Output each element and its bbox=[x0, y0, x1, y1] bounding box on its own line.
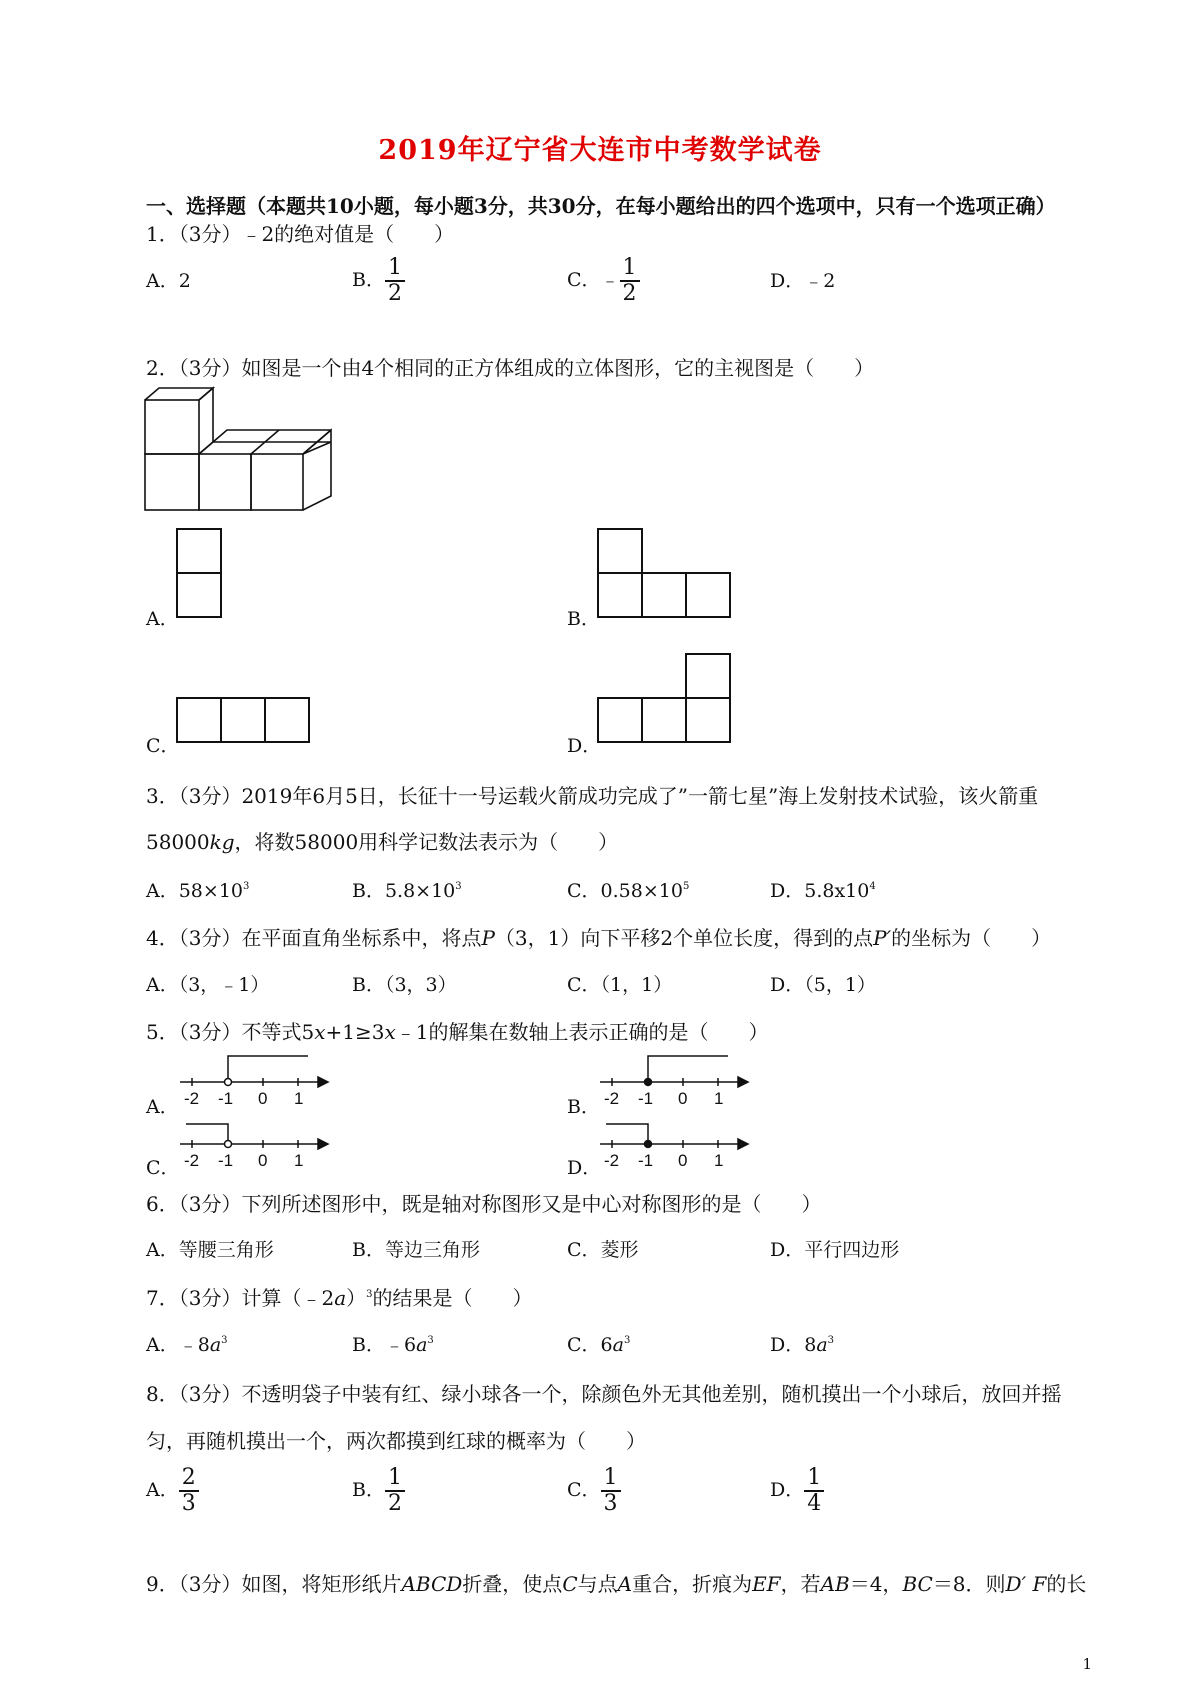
tick-label: -2 bbox=[604, 1151, 620, 1170]
q2-option-b-figure bbox=[597, 528, 737, 620]
question-7-stem: 7．（3分）计算（﹣2a）$^3$的结果是（ ） bbox=[146, 1286, 533, 1310]
tick-label: -1 bbox=[218, 1089, 234, 1108]
question-9-stem: 9．（3分）如图，将矩形纸片ABCD折叠，使点C与点A重合，折痕为EF，若AB＝4，BC＝8．则D′ F的长 bbox=[146, 1572, 1087, 1596]
question-2-stem: 2．（3分）如图是一个由4个相同的正方体组成的立体图形，它的主视图是（ ） bbox=[146, 356, 875, 380]
q5-option-d-label: D． bbox=[567, 1157, 602, 1179]
tick-label: 0 bbox=[258, 1089, 268, 1108]
question-6-stem: 6．（3分）下列所述图形中，既是轴对称图形又是中心对称图形的是（ ） bbox=[146, 1192, 822, 1216]
q2-option-b-label: B． bbox=[567, 608, 600, 630]
question-1-stem: 1．（3分）﹣2的绝对值是（ ） bbox=[146, 222, 455, 246]
q3-option-d: D．$5.8x10^4$ bbox=[770, 880, 876, 902]
q5-option-b-label: B． bbox=[567, 1096, 600, 1118]
q4-option-b: B．（3，3） bbox=[352, 974, 457, 996]
q1-option-c: C．﹣ $\frac{1}{2}$ bbox=[567, 256, 640, 306]
q3-option-b: B．$5.8\times 10^3$ bbox=[352, 880, 462, 902]
page-title: 2019年辽宁省大连市中考数学试卷 bbox=[378, 135, 822, 166]
tick-label: -2 bbox=[184, 1151, 200, 1170]
q1-option-a: A．2 bbox=[146, 270, 191, 292]
tick-label: -2 bbox=[604, 1089, 620, 1108]
q6-option-b: B．等边三角形 bbox=[352, 1239, 480, 1261]
tick-label: 0 bbox=[258, 1151, 268, 1170]
q7-option-d: D．$8a^3$ bbox=[770, 1334, 835, 1356]
q2-option-c-label: C． bbox=[146, 735, 180, 757]
tick-label: -1 bbox=[218, 1151, 234, 1170]
q8-option-d: D． $\frac{1}{4}$ bbox=[770, 1466, 824, 1516]
q5-option-b-numberline bbox=[598, 1054, 758, 1114]
q4-option-d: D．（5，1） bbox=[770, 974, 876, 996]
tick-label: -1 bbox=[638, 1151, 654, 1170]
q7-option-a: A．$﹣8a^3$ bbox=[146, 1334, 228, 1356]
q6-option-d: D．平行四边形 bbox=[770, 1239, 900, 1261]
q6-option-c: C．菱形 bbox=[567, 1239, 639, 1261]
question-8-line1: 8．（3分）不透明袋子中装有红、绿小球各一个，除颜色外无其他差别，随机摸出一个小球后，放回并摇 bbox=[146, 1382, 1062, 1406]
q5-option-c-numberline bbox=[178, 1118, 338, 1178]
question-8-line2: 匀，再随机摸出一个，两次都摸到红球的概率为（ ） bbox=[146, 1429, 646, 1453]
q8-option-c: C． $\frac{1}{3}$ bbox=[567, 1466, 621, 1516]
q2-option-a-label: A． bbox=[146, 608, 179, 630]
q2-option-c-figure bbox=[176, 697, 316, 745]
question-3-line2: 58000kg，将数58000用科学记数法表示为（ ） bbox=[146, 830, 619, 854]
tick-label: 1 bbox=[714, 1089, 724, 1108]
q5-option-c-label: C． bbox=[146, 1157, 180, 1179]
cube-figure bbox=[143, 386, 343, 516]
tick-label: 1 bbox=[714, 1151, 724, 1170]
tick-label: 1 bbox=[294, 1089, 304, 1108]
q1-option-d: D．﹣2 bbox=[770, 270, 836, 292]
q7-option-c: C．$6a^3$ bbox=[567, 1334, 631, 1356]
question-4-stem: 4．（3分）在平面直角坐标系中，将点P（3，1）向下平移2个单位长度，得到的点P′的坐标为（ ） bbox=[146, 926, 1052, 950]
q4-option-a: A．（3，﹣1） bbox=[146, 974, 270, 996]
q6-option-a: A．等腰三角形 bbox=[146, 1239, 274, 1261]
tick-label: 0 bbox=[678, 1089, 688, 1108]
q8-option-b: B． $\frac{1}{2}$ bbox=[352, 1466, 405, 1516]
q4-option-c: C．（1，1） bbox=[567, 974, 673, 996]
q1-option-b: B． $\frac{1}{2}$ bbox=[352, 256, 405, 306]
page-number: 1 bbox=[1082, 1655, 1092, 1673]
q2-option-a-figure bbox=[176, 528, 224, 620]
q5-option-a-label: A． bbox=[146, 1096, 179, 1118]
tick-label: 1 bbox=[294, 1151, 304, 1170]
section-heading: 一、选择题（本题共10小题，每小题3分，共30分，在每小题给出的四个选项中，只有一个选项正确） bbox=[146, 194, 1056, 218]
q7-option-b: B．$﹣6a^3$ bbox=[352, 1334, 434, 1356]
tick-label: 0 bbox=[678, 1151, 688, 1170]
q2-option-d-label: D． bbox=[567, 735, 602, 757]
question-5-stem: 5．（3分）不等式5x+1≥3x﹣1的解集在数轴上表示正确的是（ ） bbox=[146, 1020, 769, 1044]
q5-option-a-numberline bbox=[178, 1054, 338, 1114]
tick-label: -1 bbox=[638, 1089, 654, 1108]
q5-option-d-numberline bbox=[598, 1118, 758, 1178]
tick-label: -2 bbox=[184, 1089, 200, 1108]
q2-option-d-figure bbox=[597, 653, 737, 745]
q8-option-a: A． $\frac{2}{3}$ bbox=[146, 1466, 199, 1516]
q3-option-a: A．$58\times 10^3$ bbox=[146, 880, 250, 902]
question-3-line1: 3．（3分）2019年6月5日，长征十一号运载火箭成功完成了”一箭七星”海上发射技术试验，该火箭重 bbox=[146, 784, 1039, 808]
q3-option-c: C．$0.58\times 10^5$ bbox=[567, 880, 690, 902]
